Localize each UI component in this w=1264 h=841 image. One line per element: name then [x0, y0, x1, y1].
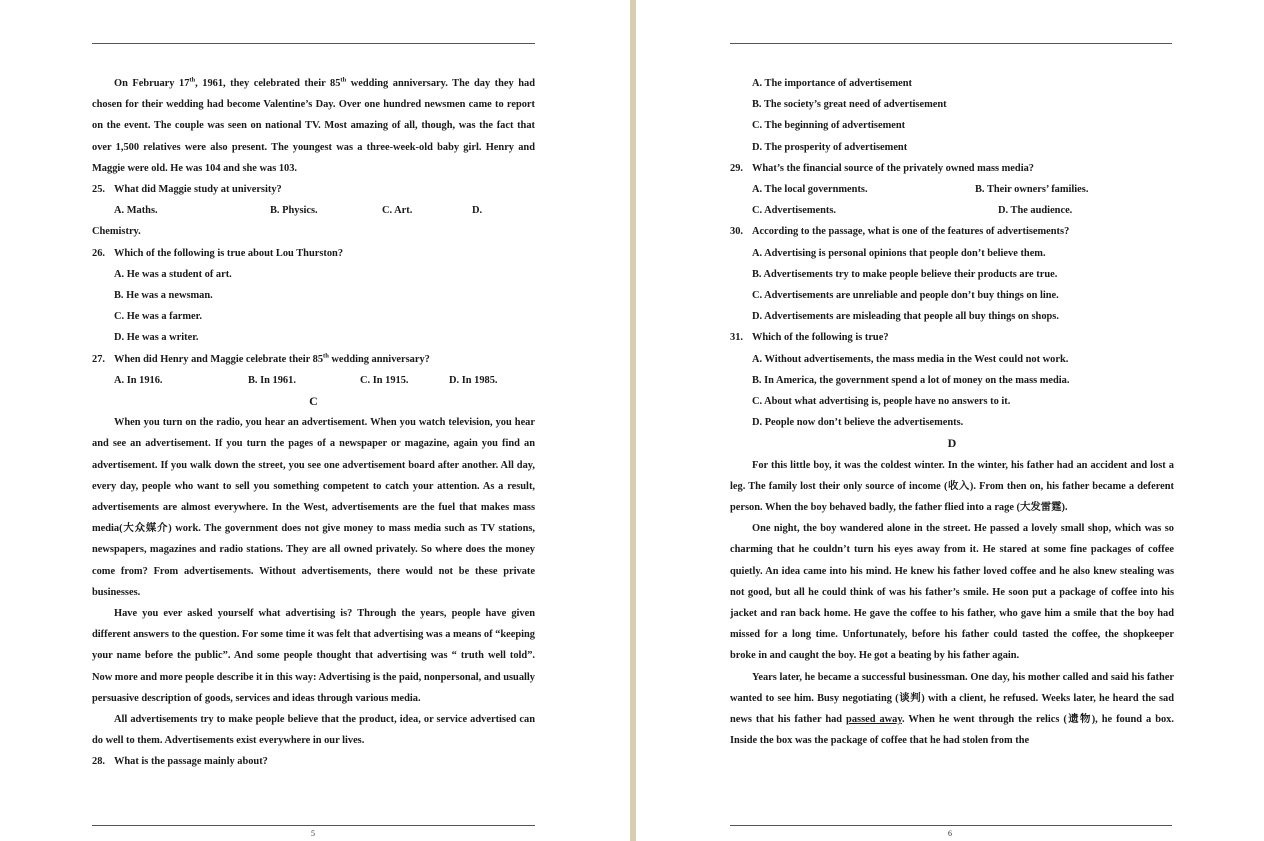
- option-c[interactable]: C. About what advertising is, people have no answers to it.: [752, 396, 1011, 408]
- page-5-content: [92, 73, 535, 773]
- option-d[interactable]: D. In 1985.: [449, 374, 498, 386]
- option-b[interactable]: B. In 1961.: [248, 374, 296, 386]
- section-heading-c: C: [309, 394, 318, 409]
- passage-c-paragraph-1: When you turn on the radio, you hear an advertisement. When you watch television, you hear and see an advertisement. If you turn the pages of a newspaper or magazine, again you find an advertisement. If you walk down the street, you see one advertisement board after another. All day, every day, people who want to sell you something competent to catch your attention. As a result, advertisements are almost everywhere. In the West, advertisements are the fuel that makes mass media(大众媒介) work. The government does not give money to mass media such as TV stations, newspapers, magazines and radio stations. They are all owned privately. So where does the money come from? From advertisements. Without advertisements, there would not be these private businesses.: [92, 417, 535, 598]
- underlined-phrase: passed away: [846, 714, 902, 726]
- question-26: 26. Which of the following is true about Lou Thurston?: [92, 247, 344, 259]
- option-b[interactable]: B. He was a newsman.: [114, 290, 213, 302]
- option-a[interactable]: A. Without advertisements, the mass media in the West could not work.: [752, 353, 1069, 365]
- option-c[interactable]: C. In 1915.: [360, 374, 409, 386]
- page-5: [0, 0, 630, 841]
- option-c[interactable]: C. Advertisements are unreliable and people don’t buy things on line.: [752, 290, 1059, 301]
- passage-d-paragraph-2: One night, the boy wandered alone in the street. He passed a lovely small shop, which was so charming that he couldn’t turn his eyes away from it. He stared at some fine packages of coffee quietly. An idea came into his mind. He knew his father loved coffee and he also knew stealing was not good, but all he could think of was his father’s smile. He soon put a package of coffee into his jacket and ran back home. He gave the coffee to his father, who gave him a smile that the boy had missed for a long time. Unfortunately, before his father could tasted the coffee, the shopkeeper broke in and caught the boy. He got a beating by his father again.: [730, 523, 1174, 662]
- option-c[interactable]: C. Art.: [382, 205, 413, 217]
- header-rule: [92, 43, 535, 44]
- passage-b-last-paragraph: On February 17th, 1961, they celebrated their 85th wedding anniversary. The day they had chosen for their wedding had become Valentine’s Day. Over one hundred newsmen came to report on the event. The couple was seen on national TV. Most amazing of all, though, was the fact that over 1,500 relatives were also present. The youngest was a three-week-old baby girl. Henry and Maggie were old. He was 104 and she was 103.: [92, 76, 535, 174]
- option-d[interactable]: D. Advertisements are misleading that people all buy things on shops.: [752, 311, 1059, 323]
- option-d-continued: Chemistry.: [92, 226, 141, 238]
- question-29-options-cd: [730, 200, 1174, 221]
- question-27: 27. When did Henry and Maggie celebrate their 85th wedding anniversary?: [92, 352, 430, 365]
- passage-d-paragraph-1: For this little boy, it was the coldest winter. In the winter, his father had an accident and lost a leg. The family lost their only source of income (收入). From then on, his father became a deferent person. When the boy behaved badly, the father flied into a rage (大发雷霆).: [730, 459, 1174, 514]
- passage-d-paragraph-3: Years later, he became a successful businessman. One day, his mother called and said his father wanted to see him. Busy negotiating (谈判) with a client, he refused. Weeks later, he heard the sad news that his father had passed away. When he went through the relics (遗物), he found a box. Inside the box was the package of coffee that he had stolen from the: [730, 671, 1174, 747]
- footer-rule: [730, 825, 1172, 826]
- question-29: 29. What’s the financial source of the privately owned mass media?: [730, 162, 1034, 174]
- question-25-options: [92, 200, 535, 221]
- option-b[interactable]: B. Their owners’ families.: [975, 184, 1089, 196]
- option-c[interactable]: C. The beginning of advertisement: [752, 120, 906, 132]
- page-number: 5: [311, 829, 315, 838]
- option-c[interactable]: C. Advertisements.: [752, 205, 836, 217]
- question-27-options: [92, 370, 535, 391]
- option-b[interactable]: B. Physics.: [270, 205, 318, 217]
- question-28: 28. What is the passage mainly about?: [92, 756, 268, 768]
- option-a[interactable]: A. He was a student of art.: [114, 268, 232, 280]
- option-d[interactable]: D. He was a writer.: [114, 332, 199, 344]
- option-b[interactable]: B. In America, the government spend a lot of money on the mass media.: [752, 374, 1070, 386]
- question-25: 25. What did Maggie study at university?: [92, 184, 282, 196]
- option-c[interactable]: C. He was a farmer.: [114, 311, 202, 323]
- passage-c-paragraph-2: Have you ever asked yourself what advertising is? Through the years, people have given different answers to the question. For some time it was felt that advertising was a means of “keeping your name before the public”. And some people thought that advertising was “ truth well told”. Now more and more people describe it in this way: Advertising is the paid, nonpersonal, and usually persuasive description of goods, services and ideas through various media.: [92, 608, 535, 704]
- passage-c-paragraph-3: All advertisements try to make people believe that the product, idea, or service advertised can do well to them. Advertisements exist everywhere in our lives.: [92, 714, 535, 747]
- question-31: 31. Which of the following is true?: [730, 332, 889, 344]
- page-6-content: [730, 73, 1174, 751]
- option-d[interactable]: D. People now don’t believe the advertisements.: [752, 417, 964, 429]
- option-a[interactable]: A. Maths.: [114, 205, 158, 217]
- option-a[interactable]: A. In 1916.: [114, 374, 163, 386]
- option-a[interactable]: A. Advertising is personal opinions that people don’t believe them.: [752, 247, 1046, 259]
- question-29-options-ab: [730, 179, 1174, 200]
- footer-rule: [92, 825, 535, 826]
- question-30: 30. According to the passage, what is one of the features of advertisements?: [730, 226, 1070, 238]
- section-heading-d: D: [947, 436, 957, 451]
- option-d[interactable]: D. The prosperity of advertisement: [752, 141, 908, 153]
- option-b[interactable]: B. Advertisements try to make people believe their products are true.: [752, 268, 1058, 280]
- option-d[interactable]: D.: [472, 205, 483, 217]
- page-6: [636, 0, 1264, 841]
- option-b[interactable]: B. The society’s great need of advertisement: [752, 99, 947, 111]
- header-rule: [730, 43, 1172, 44]
- page-number: 6: [948, 829, 952, 838]
- option-a[interactable]: A. The local governments.: [752, 184, 868, 196]
- option-d[interactable]: D. The audience.: [998, 205, 1073, 217]
- option-a[interactable]: A. The importance of advertisement: [752, 78, 912, 89]
